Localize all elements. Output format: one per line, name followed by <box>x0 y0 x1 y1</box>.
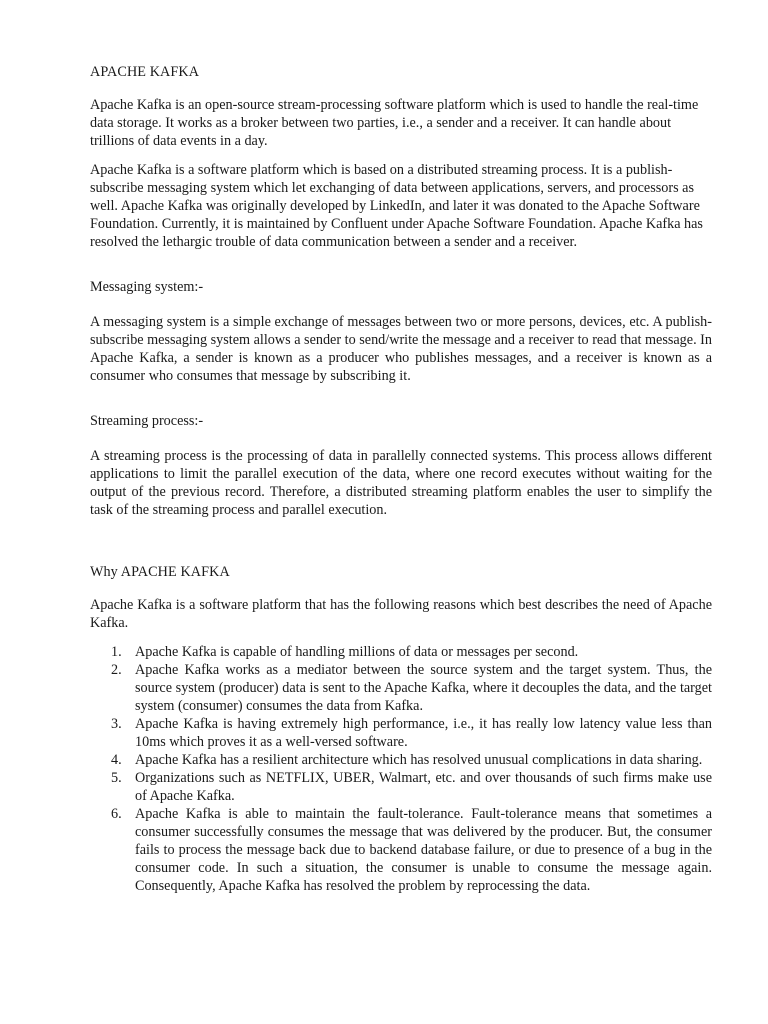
reasons-list <box>90 643 712 895</box>
list-item: 1. Apache Kafka is capable of handling millions of data or messages per second. <box>111 644 579 660</box>
streaming-section-label: Streaming process:- <box>90 413 204 429</box>
list-item: 4. Apache Kafka has a resilient architecture which has resolved unusual complications in data sharing. <box>111 752 703 768</box>
list-item: 3. Apache Kafka is having extremely high performance, i.e., it has really low latency value less than 10ms which proves it as a well-versed software. <box>111 716 712 750</box>
document-page <box>90 63 712 895</box>
messaging-paragraph: A messaging system is a simple exchange of messages between two or more persons, devices, etc. A publish-subscribe messaging system allows a sender to send/write the message and a receiver to read that message. In Apache Kafka, a sender is known as a producer who publishes messages, and a receiver is known as a consumer who consumes that message by subscribing it. <box>90 314 712 384</box>
list-item: 2. Apache Kafka works as a mediator between the source system and the target system. Thus, the source system (producer) data is sent to the Apache Kafka, where it decouples the data, and the target system (consumer) consumes the data from Kafka. <box>111 662 712 714</box>
intro-paragraph-2: Apache Kafka is a software platform which is based on a distributed streaming process. It is a publish-subscribe messaging system which let exchanging of data between applications, servers, and processors as well. Apache Kafka was originally developed by LinkedIn, and later it was donated to the Apache Software Foundation. Currently, it is maintained by Confluent under Apache Software Foundation. Apache Kafka has resolved the lethargic trouble of data communication between a sender and a receiver. <box>90 162 703 250</box>
messaging-section-label: Messaging system:- <box>90 279 204 295</box>
list-item: 6. Apache Kafka is able to maintain the fault-tolerance. Fault-tolerance means that sometimes a consumer successfully consumes the message that was delivered by the producer. But, the consumer fails to process the message back due to backend database failure, or due to presence of a bug in the consumer code. In such a situation, the consumer is unable to consume the message again. Consequently, Apache Kafka has resolved the problem by reprocessing the data. <box>111 806 712 894</box>
why-kafka-intro: Apache Kafka is a software platform that has the following reasons which best describes the need of Apache Kafka. <box>90 597 712 631</box>
streaming-paragraph: A streaming process is the processing of data in parallelly connected systems. This process allows different applications to limit the parallel execution of the data, where one record executes without waiting for the output of the previous record. Therefore, a distributed streaming platform enables the user to simplify the task of the streaming process and parallel execution. <box>90 448 712 518</box>
intro-paragraph-1: Apache Kafka is an open-source stream-processing software platform which is used to handle the real-time data storage. It works as a broker between two parties, i.e., a sender and a receiver. It can handle about trillions of data events in a day. <box>90 97 699 149</box>
why-kafka-heading: Why APACHE KAFKA <box>90 564 230 580</box>
document-title: APACHE KAFKA <box>90 64 200 80</box>
list-item: 5. Organizations such as NETFLIX, UBER, Walmart, etc. and over thousands of such firms make use of Apache Kafka. <box>111 770 712 804</box>
